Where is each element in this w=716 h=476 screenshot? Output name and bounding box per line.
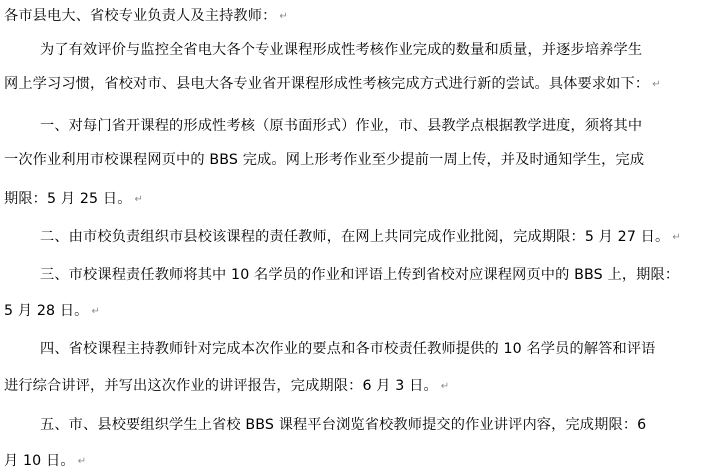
paragraph-mark-icon: ↵	[134, 194, 144, 205]
item-4-line-2: 进行综合讲评，并写出这次作业的讲评报告，完成期限：6 月 3 日。 ↵	[4, 378, 450, 394]
item-3-line-2: 5 月 28 日。 ↵	[4, 303, 101, 319]
paragraph-mark-icon: ↵	[279, 11, 288, 22]
salutation: 各市县电大、省校专业负责人及主持教师： ↵	[4, 8, 288, 24]
item-5-line-2: 月 10 日。 ↵	[4, 453, 87, 469]
item-2-line-1: 二、由市校负责组织市县校该课程的责任教师，在网上共同完成作业批阅，完成期限：5 月 27 日。 ↵	[40, 229, 681, 245]
item-1-line-3: 期限：5 月 25 日。 ↵	[4, 191, 144, 207]
item-3-line-1: 三、市校课程责任教师将其中 10 名学员的作业和评语上传到省校对应课程网页中的 BBS 上，期限：	[40, 267, 680, 283]
paragraph-mark-icon: ↵	[672, 232, 681, 243]
item-1-line-1: 一、对每门省开课程的形成性考核（原书面形式）作业，市、县教学点根据教学进度，须将其中	[40, 118, 643, 134]
item-5-line-1: 五、市、县校要组织学生上省校 BBS 课程平台浏览省校教师提交的作业讲评内容，完成期限：6	[40, 417, 647, 433]
paragraph-mark-icon: ↵	[77, 456, 87, 467]
paragraph-mark-icon: ↵	[652, 79, 661, 90]
paragraph-mark-icon: ↵	[91, 306, 101, 317]
intro-line-2: 网上学习习惯，省校对市、县电大各专业省开课程形成性考核完成方式进行新的尝试。具体要求如下： ↵	[4, 76, 661, 92]
item-1-line-2: 一次作业利用市校课程网页中的 BBS 完成。网上形考作业至少提前一周上传，并及时通知学生，完成	[4, 152, 645, 168]
paragraph-mark-icon: ↵	[440, 381, 450, 392]
item-4-line-1: 四、省校课程主持教师针对完成本次作业的要点和各市校责任教师提供的 10 名学员的解答和评语	[40, 341, 656, 357]
intro-line-1: 为了有效评价与监控全省电大各个专业课程形成性考核作业完成的数量和质量，并逐步培养学生	[40, 42, 643, 58]
